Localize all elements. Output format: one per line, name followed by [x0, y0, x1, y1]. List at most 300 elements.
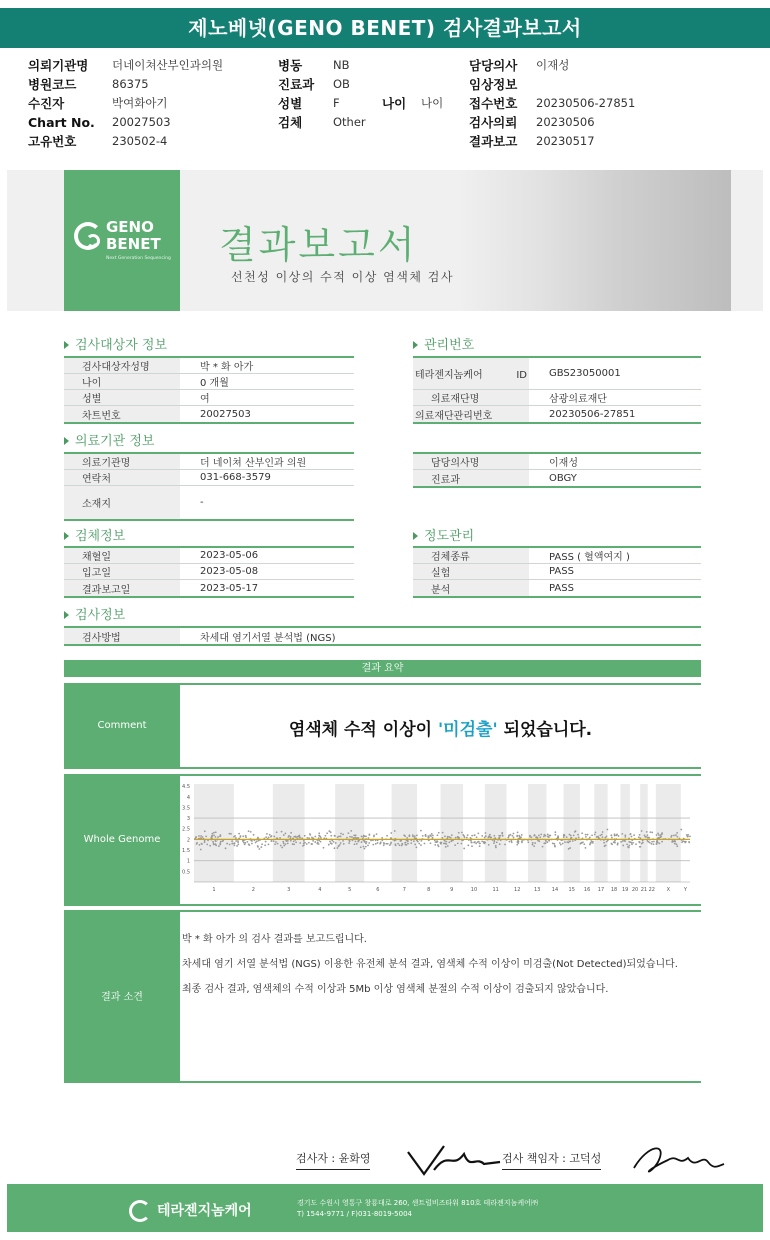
data-point — [548, 835, 550, 837]
data-point — [502, 835, 504, 837]
data-point — [627, 846, 629, 848]
x-tick-label: 7 — [402, 887, 406, 893]
data-point — [639, 842, 641, 844]
data-point — [293, 836, 295, 838]
data-point — [420, 840, 422, 842]
section-title-text: 의료기관 정보 — [75, 434, 155, 449]
data-point — [493, 841, 495, 843]
data-point — [340, 836, 342, 838]
data-point — [674, 841, 676, 843]
banner-subtitle: 선천성 이상의 수적 이상 염색체 검사 — [231, 270, 454, 284]
data-point — [415, 846, 417, 848]
data-point — [564, 841, 566, 843]
field-label: 담당의사명 — [431, 458, 480, 469]
data-point — [265, 841, 267, 843]
x-tick-label: 12 — [514, 887, 521, 893]
x-tick-label: 19 — [621, 887, 629, 893]
data-point — [624, 834, 626, 836]
data-point — [631, 843, 633, 845]
data-point — [287, 836, 289, 838]
data-point — [603, 842, 605, 844]
data-point — [213, 834, 215, 836]
data-point — [649, 842, 651, 844]
data-point — [589, 842, 591, 844]
data-point — [242, 840, 244, 842]
data-point — [437, 844, 439, 846]
data-point — [281, 831, 283, 833]
data-point — [471, 835, 473, 837]
x-tick-label: 14 — [551, 887, 559, 893]
data-point — [535, 836, 537, 838]
data-point — [361, 841, 363, 843]
data-point — [563, 836, 565, 838]
data-point — [493, 835, 495, 837]
summary-bar: 결과 요약 — [64, 660, 701, 677]
data-point — [270, 836, 272, 838]
data-point — [220, 841, 222, 843]
field-value: 20027503 — [200, 408, 251, 420]
arrow-icon — [64, 437, 69, 445]
data-point — [611, 837, 613, 839]
data-point — [539, 836, 541, 838]
data-point — [230, 833, 232, 835]
data-point — [357, 837, 359, 839]
data-point — [475, 842, 477, 844]
data-point — [306, 837, 308, 839]
data-point — [688, 842, 690, 844]
x-tick-label: 10 — [470, 887, 478, 893]
field-label: 채혈일 — [82, 552, 111, 563]
data-point — [404, 835, 406, 837]
data-point — [610, 834, 612, 836]
field-label: 진료과 — [431, 474, 460, 486]
data-point — [354, 843, 356, 845]
data-point — [273, 840, 275, 842]
x-tick-label: 11 — [492, 887, 499, 893]
section-title-inst — [64, 430, 154, 449]
header-row-2 — [28, 75, 748, 94]
data-point — [377, 842, 379, 844]
data-point — [628, 845, 630, 847]
data-point — [215, 843, 217, 845]
chromosome-band — [440, 784, 463, 882]
data-point — [518, 841, 520, 843]
data-point — [295, 836, 297, 838]
data-point — [238, 833, 240, 835]
data-point — [493, 842, 495, 844]
data-point — [590, 840, 592, 842]
data-point — [618, 835, 620, 837]
field-label: 의료기관명 — [82, 458, 131, 469]
header-value: F — [333, 96, 340, 110]
data-point — [516, 835, 518, 837]
data-point — [314, 836, 316, 838]
field-value: 2023-05-17 — [200, 582, 259, 594]
header-value: 230502-4 — [112, 134, 168, 148]
data-point — [436, 840, 438, 842]
data-point — [364, 840, 366, 842]
field-value: 0 개월 — [200, 378, 229, 389]
data-point — [229, 844, 231, 846]
data-point — [282, 841, 284, 843]
data-point — [651, 841, 653, 843]
data-point — [602, 836, 604, 838]
data-point — [200, 835, 202, 837]
data-point — [406, 837, 408, 839]
header-value: 86375 — [112, 77, 149, 91]
data-point — [368, 834, 370, 836]
data-point — [340, 833, 342, 835]
data-point — [431, 833, 433, 835]
field-label: 소재지 — [82, 499, 111, 510]
data-point — [473, 842, 475, 844]
data-point — [215, 836, 217, 838]
header-value: 20230506-27851 — [536, 96, 636, 110]
data-point — [304, 835, 306, 837]
data-point — [631, 836, 633, 838]
data-point — [257, 846, 259, 848]
data-point — [292, 843, 294, 845]
header-value: Other — [333, 115, 366, 129]
data-point — [494, 837, 496, 839]
chromosome-band — [528, 784, 546, 882]
data-point — [587, 834, 589, 836]
header-row-4 — [28, 113, 748, 132]
field-value: 박 * 화 아가 — [200, 362, 254, 373]
data-point — [209, 845, 211, 847]
data-point — [261, 843, 263, 845]
data-point — [283, 842, 285, 844]
data-point — [440, 842, 442, 844]
data-point — [416, 834, 418, 836]
data-point — [336, 847, 338, 849]
section-title-testinfo — [64, 604, 125, 623]
data-point — [640, 846, 642, 848]
logo-text: BENET — [106, 235, 161, 253]
data-point — [464, 836, 466, 838]
data-point — [356, 843, 358, 845]
comment-label: Comment — [64, 683, 180, 767]
data-point — [246, 841, 248, 843]
data-point — [320, 837, 322, 839]
data-point — [349, 836, 351, 838]
x-tick-label: 20 — [631, 887, 639, 893]
data-point — [405, 844, 407, 846]
data-point — [495, 847, 497, 849]
field-value: 이재성 — [549, 458, 578, 469]
data-point — [470, 840, 472, 842]
data-point — [244, 842, 246, 844]
data-point — [554, 834, 556, 836]
data-point — [455, 837, 457, 839]
data-point — [306, 843, 308, 845]
data-point — [591, 834, 593, 836]
footer-address: 경기도 수원시 영통구 창룡대로 260, 센트럴비즈타워 810호 테라젠지놈케어㈜ — [297, 1199, 538, 1207]
data-point — [331, 843, 333, 845]
data-point — [660, 836, 662, 838]
data-point — [200, 849, 202, 851]
header-info — [28, 56, 748, 151]
data-point — [521, 834, 523, 836]
data-point — [211, 836, 213, 838]
y-tick-label: 0.5 — [182, 869, 190, 876]
data-point — [196, 842, 198, 844]
data-point — [297, 836, 299, 838]
data-point — [334, 835, 336, 837]
data-point — [303, 844, 305, 846]
header-value: OB — [333, 77, 350, 91]
data-point — [680, 829, 682, 831]
data-point — [642, 842, 644, 844]
data-point — [275, 841, 277, 843]
section-title-text: 검사정보 — [75, 608, 126, 623]
data-point — [659, 842, 661, 844]
data-point — [614, 833, 616, 835]
field-label: 테라젠지놈케어 ID — [415, 370, 527, 381]
section-title-text: 정도관리 — [424, 529, 475, 544]
field-value: - — [200, 497, 204, 508]
data-point — [414, 844, 416, 846]
data-point — [328, 830, 330, 832]
data-point — [672, 840, 674, 842]
data-point — [314, 841, 316, 843]
header-value: 더네이쳐산부인과의원 — [112, 58, 224, 72]
result-body — [180, 910, 701, 1081]
arrow-icon — [64, 341, 69, 349]
x-tick-label: 16 — [583, 887, 591, 893]
chromosome-band — [273, 784, 305, 882]
logo-mark-icon — [74, 222, 102, 250]
data-point — [470, 842, 472, 844]
data-point — [372, 844, 374, 846]
data-point — [485, 832, 487, 834]
x-tick-label: 15 — [568, 887, 575, 893]
data-point — [445, 841, 447, 843]
data-point — [517, 831, 519, 833]
data-point — [211, 833, 213, 835]
data-point — [287, 842, 289, 844]
chromosome-band — [594, 784, 607, 882]
data-point — [566, 836, 568, 838]
data-point — [240, 835, 242, 837]
data-point — [622, 845, 624, 847]
field-value: 삼광의료재단 — [549, 394, 607, 405]
data-point — [367, 844, 369, 846]
data-point — [231, 843, 233, 845]
data-point — [458, 837, 460, 839]
data-point — [547, 834, 549, 836]
field-value: 더 네이쳐 산부인과 의원 — [200, 458, 307, 469]
data-point — [441, 837, 443, 839]
data-point — [410, 842, 412, 844]
data-point — [540, 833, 542, 835]
data-point — [529, 836, 531, 838]
data-point — [397, 843, 399, 845]
data-point — [368, 842, 370, 844]
data-point — [335, 842, 337, 844]
data-point — [399, 844, 401, 846]
data-point — [231, 840, 233, 842]
data-point — [276, 831, 278, 833]
comment-pre: 염색체 수적 이상이 — [288, 720, 438, 740]
data-point — [513, 833, 515, 835]
header-label: 고유번호 — [28, 134, 77, 149]
data-point — [242, 835, 244, 837]
data-point — [199, 844, 201, 846]
data-point — [532, 842, 534, 844]
data-point — [360, 846, 362, 848]
field-value: PASS — [549, 566, 574, 577]
data-point — [653, 843, 655, 845]
data-point — [676, 832, 678, 834]
header-value: 20027503 — [112, 115, 171, 129]
header-row-3 — [28, 94, 748, 113]
data-point — [490, 837, 492, 839]
comment-panel — [64, 683, 701, 769]
data-point — [461, 832, 463, 834]
data-point — [235, 840, 237, 842]
data-point — [624, 836, 626, 838]
data-point — [434, 844, 436, 846]
data-point — [484, 842, 486, 844]
data-point — [218, 845, 220, 847]
data-point — [204, 840, 206, 842]
data-point — [479, 845, 481, 847]
data-point — [446, 843, 448, 845]
y-tick-label: 1 — [186, 858, 190, 865]
data-point — [268, 843, 270, 845]
data-point — [236, 845, 238, 847]
data-point — [488, 844, 490, 846]
data-point — [258, 840, 260, 842]
data-point — [375, 843, 377, 845]
data-point — [428, 836, 430, 838]
data-point — [638, 836, 640, 838]
data-point — [264, 844, 266, 846]
data-point — [516, 844, 518, 846]
data-point — [560, 844, 562, 846]
data-point — [616, 834, 618, 836]
data-point — [205, 835, 207, 837]
result-text — [182, 932, 699, 1007]
data-point — [443, 843, 445, 845]
data-point — [534, 842, 536, 844]
data-point — [645, 836, 647, 838]
data-point — [363, 848, 365, 850]
data-point — [481, 835, 483, 837]
data-point — [237, 843, 239, 845]
y-tick-label: 4.5 — [182, 784, 190, 791]
data-point — [444, 835, 446, 837]
data-point — [285, 843, 287, 845]
y-tick-label: 2.5 — [182, 826, 190, 833]
data-point — [658, 834, 660, 836]
result-paragraph: 차세대 염기 서열 분석법 (NGS) 이용한 유전체 분석 결과, 염색체 수적 이상이 미검출(Not Detected)되었습니다. — [182, 959, 678, 970]
data-point — [418, 843, 420, 845]
data-point — [674, 843, 676, 845]
data-point — [488, 835, 490, 837]
data-point — [389, 844, 391, 846]
subject-table — [64, 356, 354, 424]
data-point — [381, 837, 383, 839]
data-point — [457, 842, 459, 844]
data-point — [355, 837, 357, 839]
data-point — [641, 830, 643, 832]
genome-panel — [64, 774, 701, 906]
header-value: NB — [333, 58, 350, 72]
data-point — [394, 830, 396, 832]
data-point — [632, 842, 634, 844]
logo-text: GENO — [106, 218, 154, 236]
data-point — [613, 841, 615, 843]
data-point — [318, 843, 320, 845]
tester-signature — [404, 1140, 504, 1180]
data-point — [509, 841, 511, 843]
footer — [7, 1184, 763, 1232]
data-point — [553, 843, 555, 845]
data-point — [312, 840, 314, 842]
x-tick-label: Y — [683, 887, 687, 893]
data-point — [304, 842, 306, 844]
header-label: 담당의사 — [469, 58, 518, 73]
data-point — [425, 835, 427, 837]
data-point — [611, 843, 613, 845]
data-point — [656, 840, 658, 842]
data-point — [548, 836, 550, 838]
data-point — [572, 840, 574, 842]
data-point — [670, 836, 672, 838]
data-point — [364, 835, 366, 837]
data-point — [273, 836, 275, 838]
data-point — [563, 835, 565, 837]
data-point — [496, 842, 498, 844]
field-value: GBS23050001 — [549, 368, 621, 379]
data-point — [454, 844, 456, 846]
data-point — [651, 843, 653, 845]
data-point — [265, 836, 267, 838]
data-point — [651, 831, 653, 833]
data-point — [533, 835, 535, 837]
data-point — [485, 835, 487, 837]
data-point — [420, 830, 422, 832]
data-point — [338, 845, 340, 847]
data-point — [471, 845, 473, 847]
data-point — [376, 833, 378, 835]
field-label: 의료재단관리번호 — [415, 410, 493, 422]
data-point — [351, 836, 353, 838]
field-label: 검사대상자성명 — [82, 362, 150, 373]
data-point — [373, 836, 375, 838]
header-label: 접수번호 — [469, 96, 518, 111]
data-point — [647, 834, 649, 836]
data-point — [251, 843, 253, 845]
header-label: 임상정보 — [469, 77, 518, 92]
arrow-icon — [413, 341, 418, 349]
data-point — [383, 844, 385, 846]
field-value: 2023-05-06 — [200, 550, 259, 561]
data-point — [248, 843, 250, 845]
data-point — [329, 840, 331, 842]
data-point — [554, 831, 556, 833]
comment-highlight: '미검출' — [437, 720, 498, 740]
data-point — [476, 836, 478, 838]
data-point — [258, 848, 260, 850]
data-point — [337, 836, 339, 838]
data-point — [607, 829, 609, 831]
data-point — [308, 842, 310, 844]
x-tick-label: 17 — [597, 887, 605, 893]
data-point — [451, 834, 453, 836]
